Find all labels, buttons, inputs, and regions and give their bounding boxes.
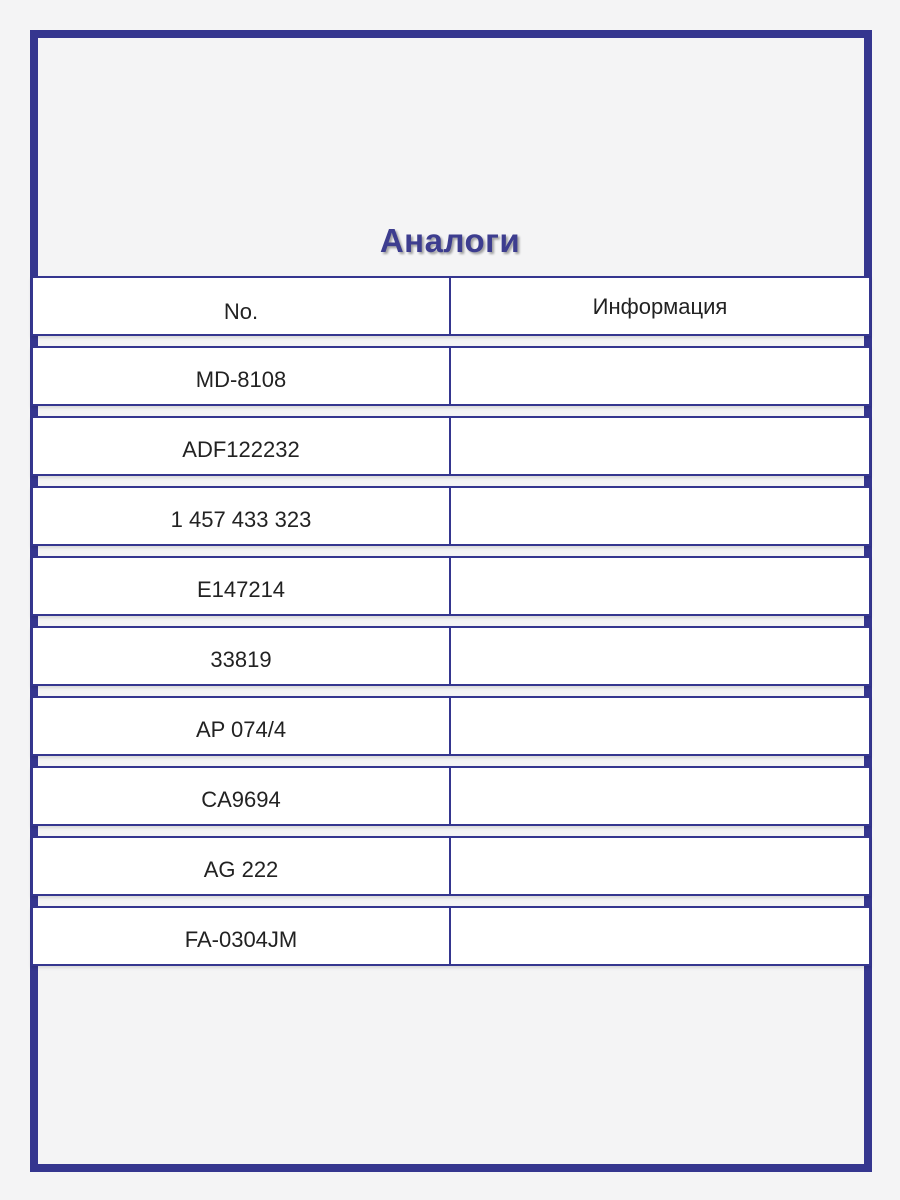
table-row	[31, 696, 871, 756]
part-number-cell: ADF122232	[33, 418, 451, 474]
part-number-cell: CA9694	[33, 768, 451, 824]
part-number-cell: AG 222	[33, 838, 451, 894]
table-row	[31, 766, 871, 826]
table-row	[31, 626, 871, 686]
page-title: Аналоги	[379, 222, 521, 259]
table-row	[31, 556, 871, 616]
info-cell	[451, 488, 869, 544]
table-row	[31, 486, 871, 546]
info-cell	[451, 558, 869, 614]
info-cell	[451, 698, 869, 754]
analogs-table	[31, 276, 871, 976]
info-cell	[451, 628, 869, 684]
info-cell	[451, 908, 869, 964]
part-number-cell: AP 074/4	[33, 698, 451, 754]
column-header-no: No.	[33, 278, 451, 334]
table-header-row	[31, 276, 871, 336]
info-cell	[451, 418, 869, 474]
part-number-cell: E147214	[33, 558, 451, 614]
table-row	[31, 906, 871, 966]
table-row	[31, 416, 871, 476]
part-number-cell: 1 457 433 323	[33, 488, 451, 544]
info-cell	[451, 838, 869, 894]
part-number-cell: MD-8108	[33, 348, 451, 404]
part-number-cell: 33819	[33, 628, 451, 684]
table-row	[31, 836, 871, 896]
part-number-cell: FA-0304JM	[33, 908, 451, 964]
info-cell	[451, 348, 869, 404]
column-header-info: Информация	[592, 294, 728, 319]
table-row	[31, 346, 871, 406]
info-cell	[451, 768, 869, 824]
